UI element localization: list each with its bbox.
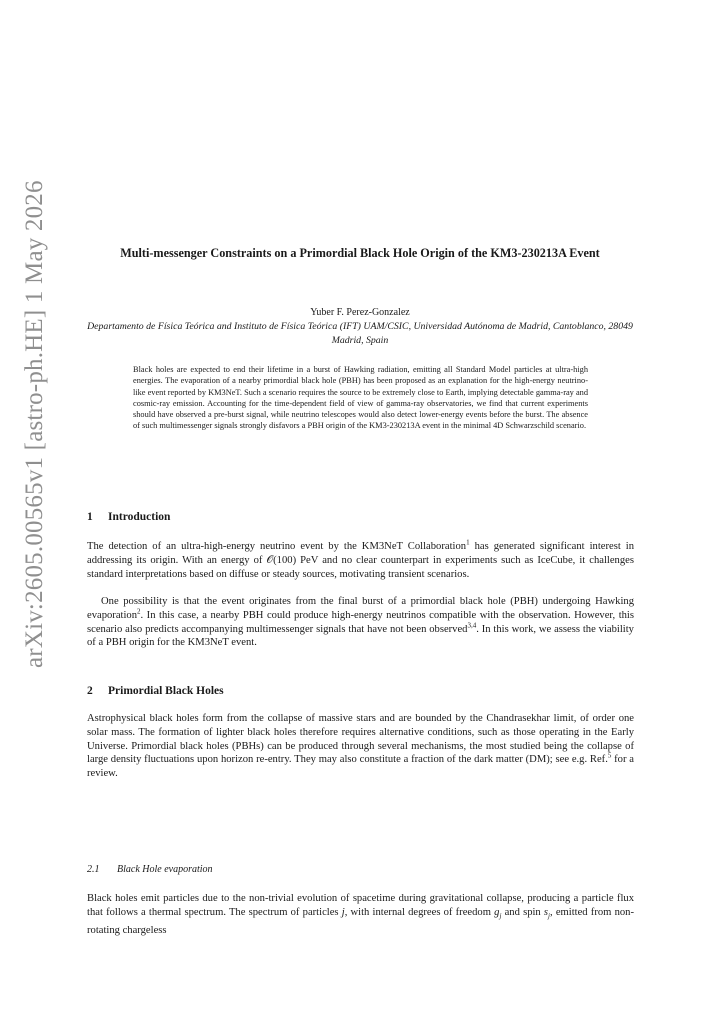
intro-paragraph-1: The detection of an ultra-high-energy neutrino event by the KM3NeT Collaboration$^1$ has generated significant interest in addressing its origin. With an energy of 𝒪(100) PeV and no clear counterpart in experiments such as IceCube, it challenges standard interpretations based on diffuse or steady sources, motivating transient scenarios.: [87, 538, 634, 580]
section-heading-primordial-black-holes: [87, 684, 224, 698]
intro-paragraph-2: One possibility is that the event originates from the final burst of a primordial black hole (PBH) undergoing Hawking evaporation$^2$. In this case, a nearby PBH could produce high-energy neutrinos compatible with the observation. However, this scenario also predicts accompanying multimessenger signals that have not been observed$^{3,4}$. In this work, we assess the viability of a PBH origin for the KM3NeT event.: [87, 596, 634, 649]
paper-title: Multi-messenger Constraints on a Primordial Black Hole Origin of the KM3-230213A Event: [120, 246, 600, 260]
paper-affiliation: Departamento de Física Teórica and Instituto de Física Teórica (IFT) UAM/CSIC, Universidad Autónoma de Madrid, Cantoblanco, 28049 Madrid, Spain: [87, 321, 633, 346]
section-title: Introduction: [108, 511, 171, 523]
evaporation-paragraph: Black holes emit particles due to the non-trivial evolution of spacetime during gravitational collapse, producing a particle flux that follows a thermal spectrum. The spectrum of particles j, with internal degrees of freedom $g_j$ and spin $s_j$, emitted from non-rotating chargeless: [87, 893, 634, 936]
citation: 5: [607, 751, 612, 760]
paper-author: Yuber F. Perez-Gonzalez: [310, 307, 410, 318]
subsection-title: Black Hole evaporation: [117, 864, 213, 875]
pbh-paragraph-1: Astrophysical black holes form from the collapse of massive stars and are bounded by the Chandrasekhar limit, of order one solar mass. The formation of lighter black holes therefore requires alternative conditions, such as those operating in the Early Universe. Primordial black holes (PBHs) can be produced through several mechanisms, the most studied being the collapse of large density fluctuations upon horizon re-entry. They may also constitute a fraction of the dark matter (DM); see e.g. Ref.$^5$ for a review.: [87, 713, 634, 780]
citation: 2: [137, 607, 141, 616]
math-energy: 𝒪(100) PeV: [266, 554, 319, 566]
subsection-heading-black-hole-evaporation: [87, 863, 213, 876]
subsection-number: 2.1: [87, 864, 100, 875]
arxiv-identifier: [10, 180, 60, 668]
arxiv-identifier-text: arXiv:2605.00565v1 [astro-ph.HE] 1 May 2026: [21, 180, 48, 668]
section-heading-introduction: [87, 510, 170, 524]
citation: 1: [466, 538, 470, 547]
citation: 3,4: [467, 621, 477, 630]
abstract: Black holes are expected to end their lifetime in a burst of Hawking radiation, emitting all Standard Model particles at ultra-high energies. The evaporation of a nearby primordial black hole (PBH) has been proposed as an explanation for the high-energy neutrino-like event reported by KM3NeT. Such a scenario requires the source to be extremely close to Earth, implying detectable gamma-ray and cosmic-ray emission. Accounting for the time-dependent field of view of gamma-ray observatories, we find that current experiments should have observed a pre-burst signal, while neutrino telescopes would also detect lower-energy events before the burst. The absence of such multimessenger signals strongly disfavors a PBH origin of the KM3-230213A event in the minimal 4D Schwarzschild scenario.: [133, 365, 588, 431]
section-number: 2: [87, 685, 93, 697]
section-title: Primordial Black Holes: [108, 685, 224, 697]
section-number: 1: [87, 511, 93, 523]
